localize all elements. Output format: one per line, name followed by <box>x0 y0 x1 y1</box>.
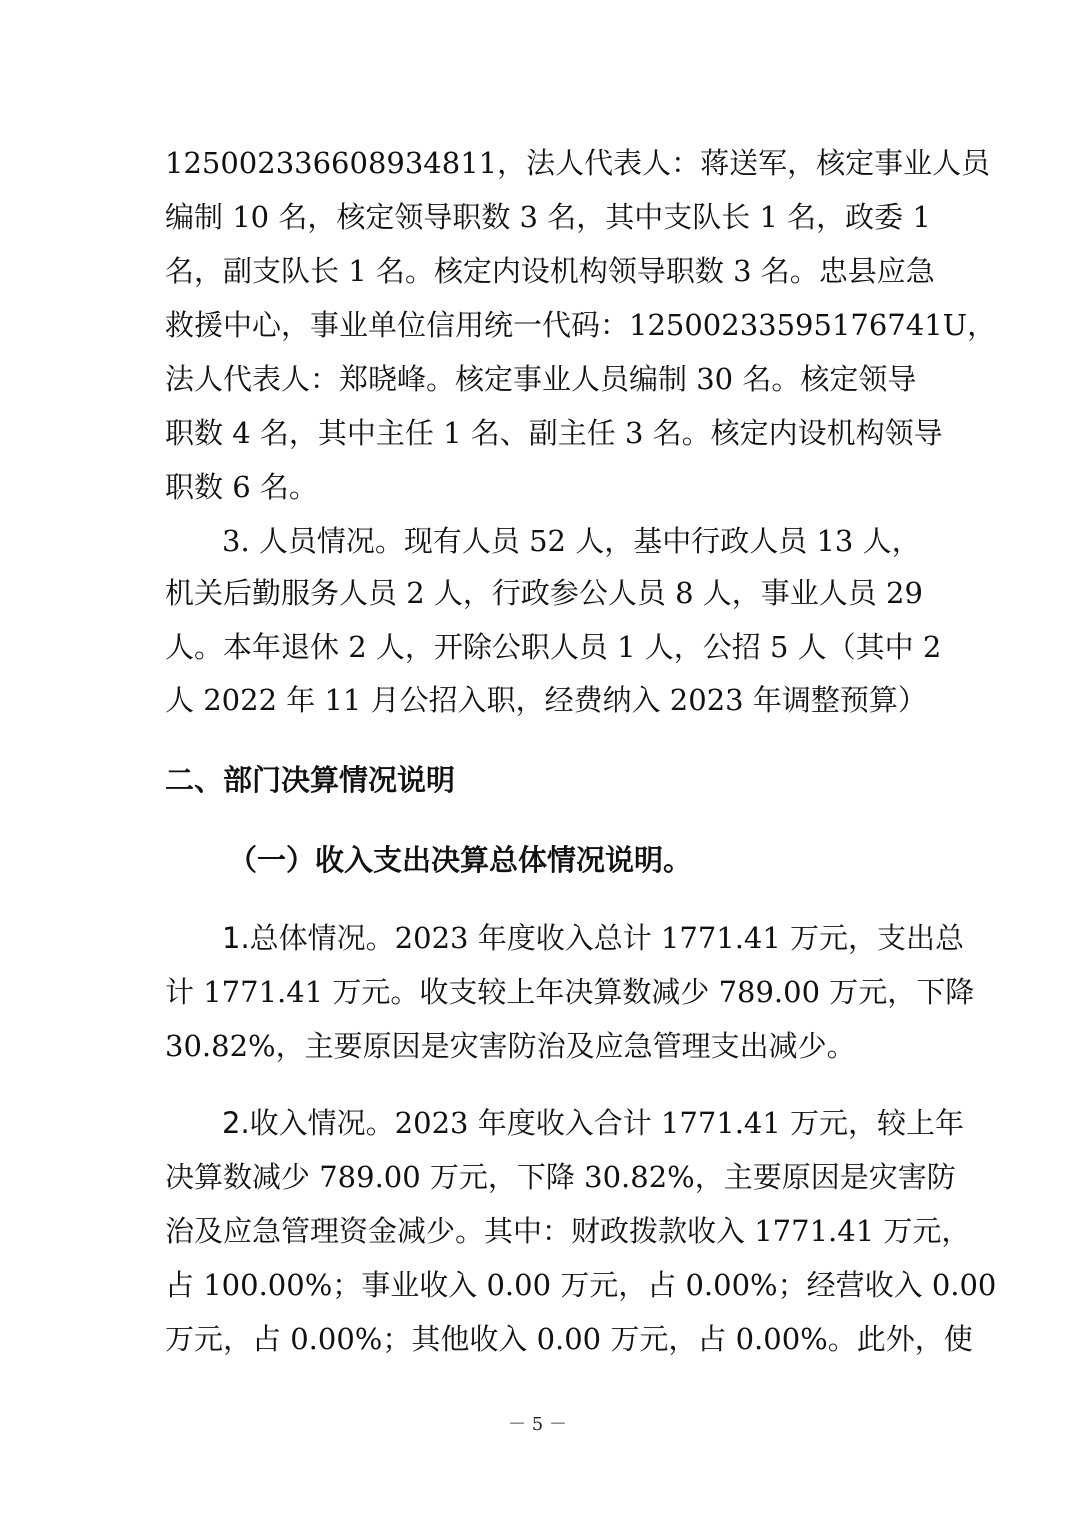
paragraph-line: 机关后勤服务人员 2 人，行政参公人员 8 人，事业人员 29 <box>165 576 923 610</box>
paragraph-line: 决算数减少 789.00 万元，下降 30.82%，主要原因是灾害防 <box>165 1160 956 1194</box>
subsection-title: （一）收入支出决算总体情况说明。 <box>228 843 693 877</box>
paragraph-line: 30.82%，主要原因是灾害防治及应急管理支出减少。 <box>165 1029 856 1063</box>
paragraph-line: 125002336608934811，法人代表人：蒋送军，核定事业人员 <box>165 146 991 180</box>
paragraph-line: 救援中心，事业单位信用统一代码：12500233595176741U， <box>165 308 997 342</box>
paragraph-line <box>222 1103 965 1143</box>
paragraph-line: 人。本年退休 2 人，开除公职人员 1 人，公招 5 人（其中 2 <box>165 630 942 664</box>
paragraph-line: 职数 6 名。 <box>165 470 318 504</box>
paragraph-lead: 2.收入情况。 <box>222 1106 395 1140</box>
paragraph-line: 法人代表人：郑晓峰。核定事业人员编制 30 名。核定领导 <box>165 362 917 396</box>
paragraph-text: 2023 年度收入合计 1771.41 万元，较上年 <box>394 1106 965 1140</box>
paragraph-lead: 1.总体情况。 <box>222 921 395 955</box>
paragraph-line: 计 1771.41 万元。收支较上年决算数减少 789.00 万元，下降 <box>165 975 975 1009</box>
paragraph-line: 万元，占 0.00%；其他收入 0.00 万元，占 0.00%。此外，使 <box>165 1322 973 1356</box>
paragraph-line: 3. 人员情况。现有人员 52 人，基中行政人员 13 人， <box>222 524 921 558</box>
section-title: 二、部门决算情况说明 <box>165 763 456 797</box>
paragraph-line: 职数 4 名，其中主任 1 名、副主任 3 名。核定内设机构领导 <box>165 416 943 450</box>
paragraph-line: 编制 10 名，核定领导职数 3 名，其中支队长 1 名，政委 1 <box>165 200 931 234</box>
paragraph-text: 2023 年度收入总计 1771.41 万元，支出总 <box>394 921 965 955</box>
page-number: － 5 － <box>508 1414 567 1435</box>
paragraph-line: 占 100.00%；事业收入 0.00 万元，占 0.00%；经营收入 0.00 <box>165 1268 997 1302</box>
paragraph-line <box>222 918 965 958</box>
paragraph-line: 人 2022 年 11 月公招入职，经费纳入 2023 年调整预算） <box>165 683 927 717</box>
paragraph-line: 名，副支队长 1 名。核定内设机构领导职数 3 名。忠县应急 <box>165 254 935 288</box>
paragraph-line: 治及应急管理资金减少。其中：财政拨款收入 1771.41 万元， <box>165 1214 971 1248</box>
